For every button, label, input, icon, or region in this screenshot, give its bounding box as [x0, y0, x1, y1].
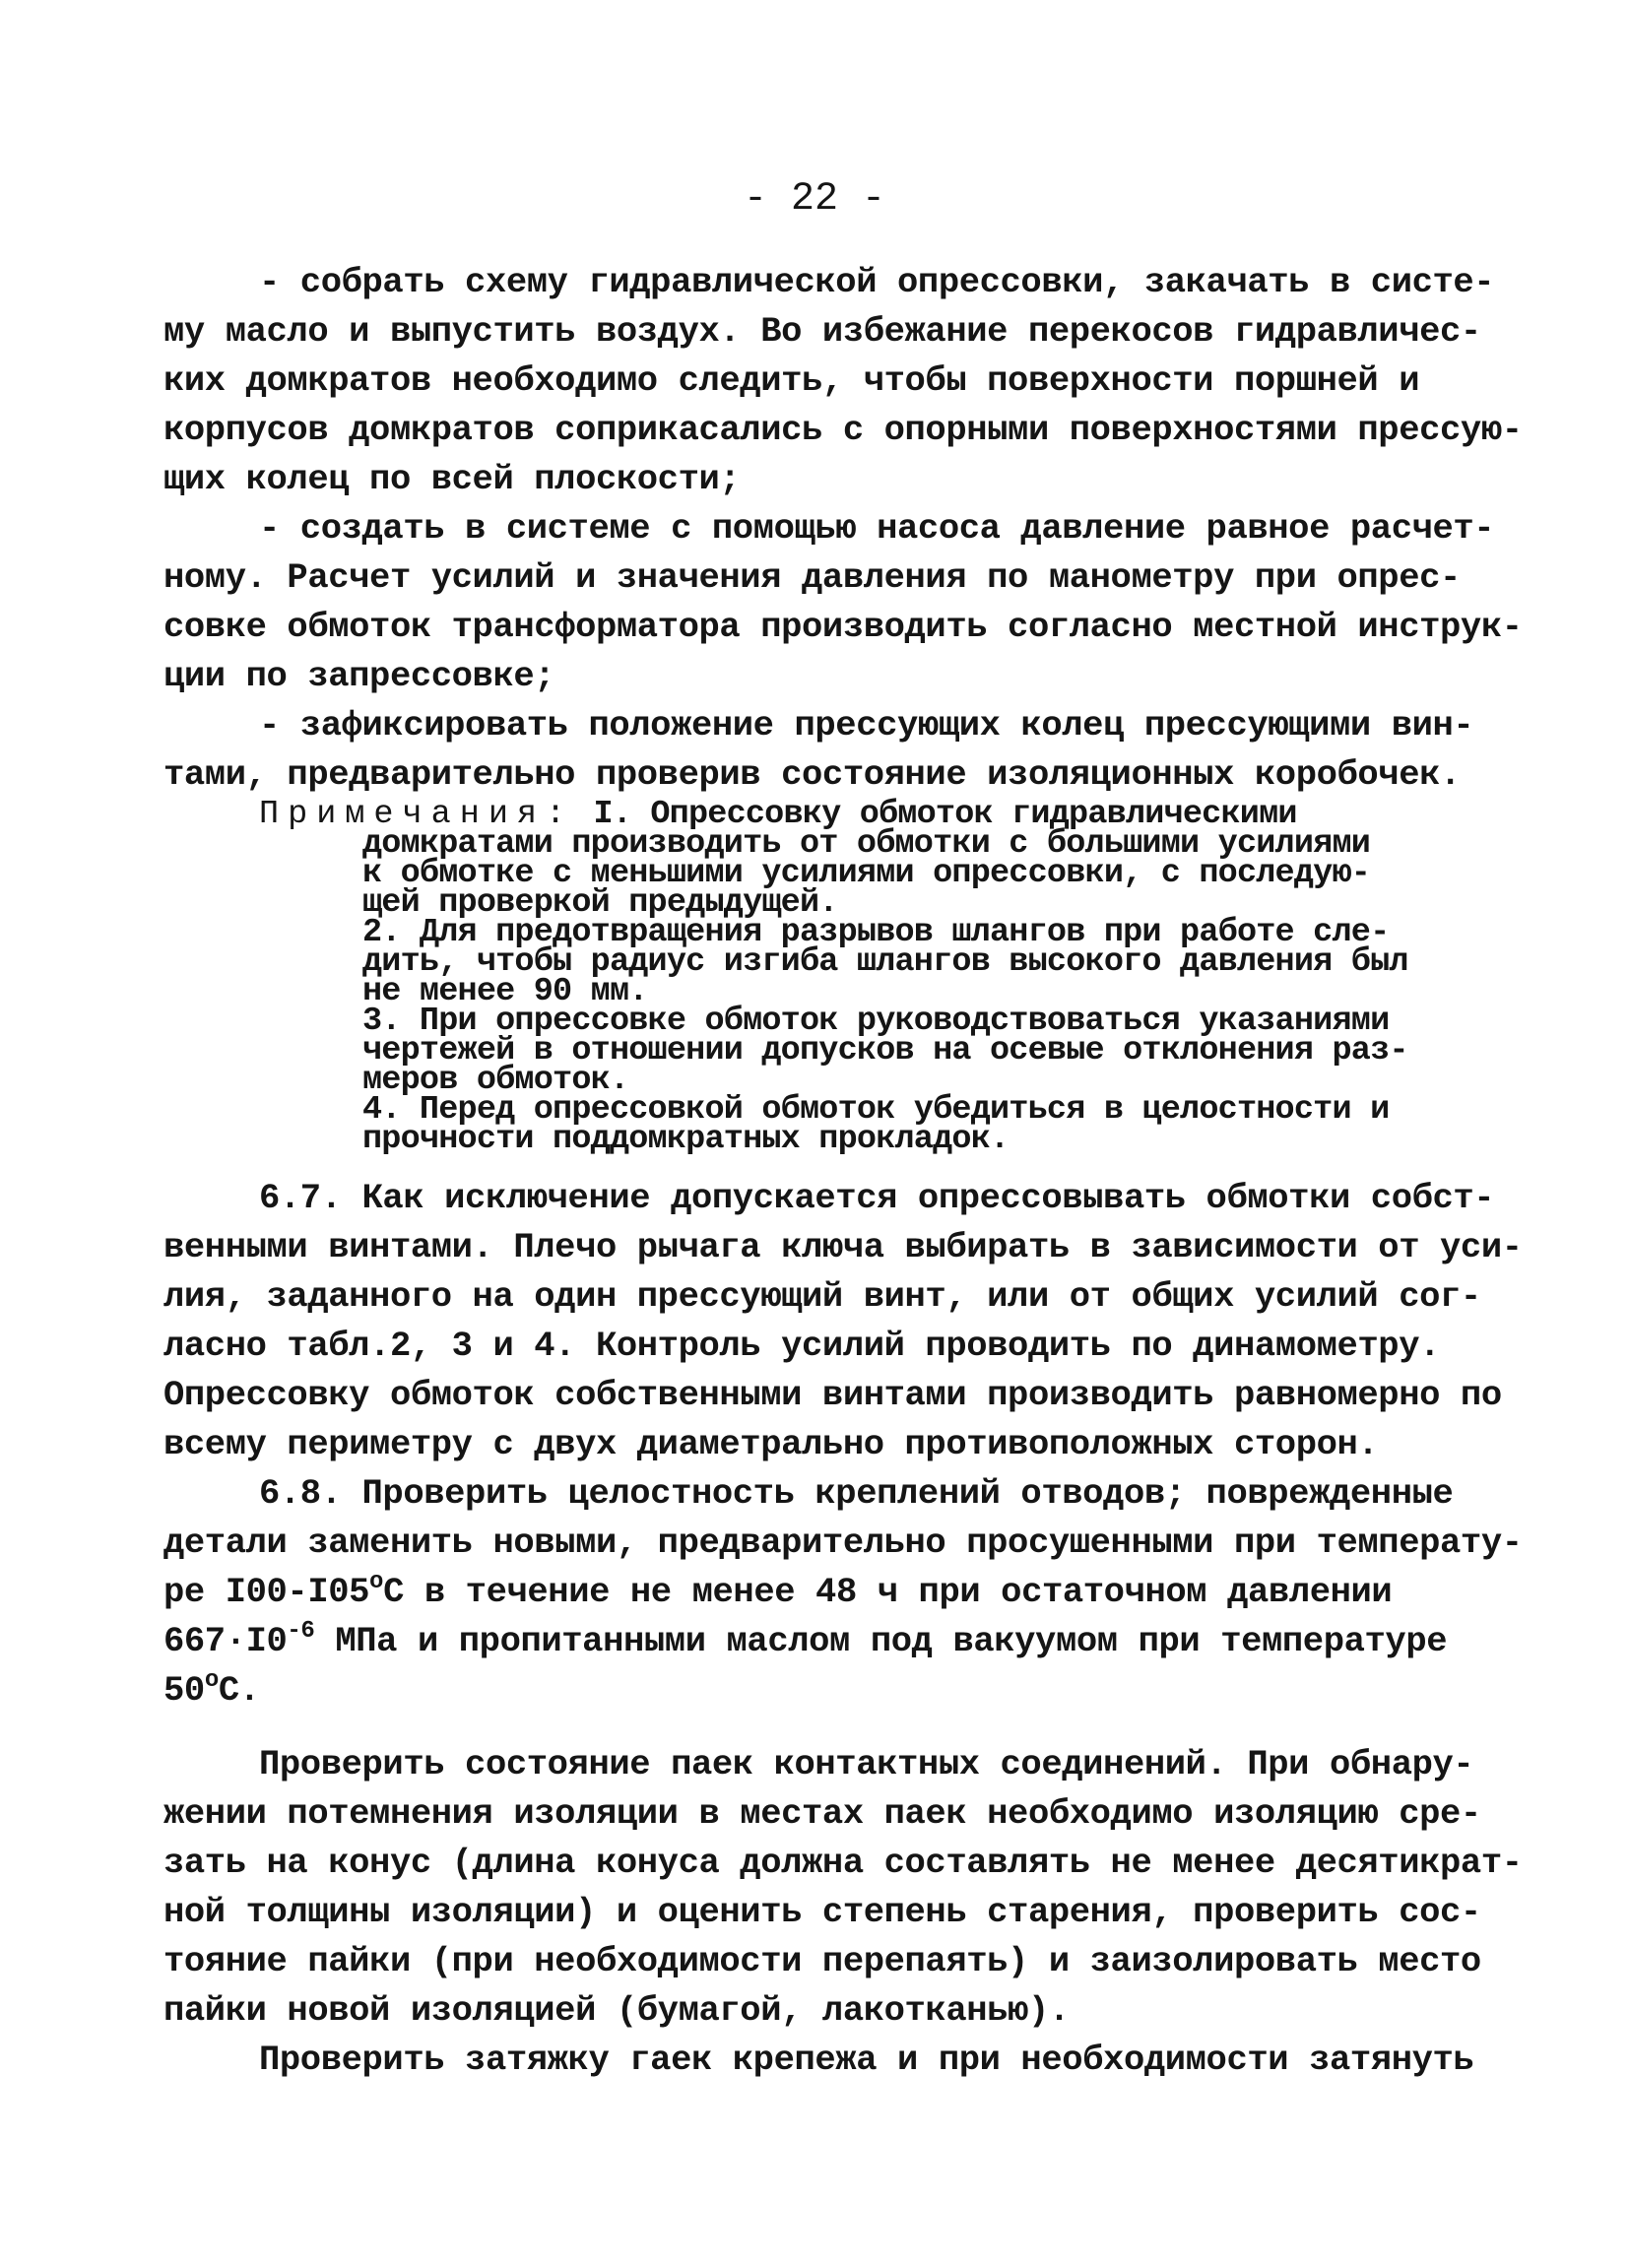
- note-line: чертежей в отношении допусков на осевые отклонения раз-: [362, 1032, 1408, 1069]
- note-line: меров обмоток.: [362, 1062, 629, 1099]
- text-line: Опрессовку обмоток собственными винтами производить равномерно по: [163, 1375, 1502, 1415]
- temperature-line: [163, 1568, 1392, 1617]
- text-fragment: 667·I0: [163, 1621, 288, 1661]
- text-line: му масло и выпустить воздух. Во избежание перекосов гидравличес-: [163, 311, 1481, 352]
- text-line: пайки новой изоляцией (бумагой, лакотканью).: [163, 1990, 1070, 2031]
- note-line: не менее 90 мм.: [362, 973, 648, 1010]
- text-line: ции по запрессовке;: [163, 656, 555, 696]
- exponent-sup: -6: [287, 1618, 315, 1645]
- temperature-line: [163, 1666, 260, 1716]
- text-line: - собрать схему гидравлической опрессовки, закачать в систе-: [259, 262, 1495, 302]
- text-line: ному. Расчет усилий и значения давления по манометру при опрес-: [163, 557, 1461, 598]
- text-line: всему периметру с двух диаметрально противоположных сторон.: [163, 1424, 1379, 1464]
- text-line: тами, предварительно проверив состояние изоляционных коробочек.: [163, 754, 1461, 795]
- text-fragment: С.: [218, 1670, 260, 1711]
- text-line: 6.8. Проверить целостность креплений отводов; поврежденные: [259, 1473, 1454, 1514]
- text-line: детали заменить новыми, предварительно просушенными при температу-: [163, 1523, 1523, 1563]
- text-fragment: МПа и пропитанными маслом под вакуумом при температуре: [314, 1621, 1448, 1661]
- text-line: щих колец по всей плоскости;: [163, 459, 741, 499]
- text-line: совке обмоток трансформатора производить согласно местной инструк-: [163, 607, 1523, 647]
- text-line: - зафиксировать положение прессующих колец прессующими вин-: [259, 705, 1474, 745]
- degree-sup: o: [204, 1667, 219, 1694]
- text-fragment: 50: [163, 1670, 205, 1711]
- text-line: тояние пайки (при необходимости перепаять) и заизолировать место: [163, 1941, 1481, 1981]
- note-line: щей проверкой предыдущей.: [362, 884, 838, 922]
- degree-sup: o: [369, 1569, 384, 1595]
- note-text: I. Опрессовку обмоток гидравлическими: [593, 796, 1297, 833]
- text-line: зать на конус (длина конуса должна составлять не менее десятикрат-: [163, 1843, 1523, 1883]
- note-line: домкратами производить от обмотки с большими усилиями: [362, 825, 1371, 863]
- note-line: 4. Перед опрессовкой обмоток убедиться в целостности и: [362, 1091, 1390, 1129]
- text-line: Проверить затяжку гаек крепежа и при необходимости затянуть: [259, 2040, 1474, 2080]
- text-fragment: ре I00-I05: [163, 1572, 370, 1612]
- notes-label: Примечания:: [259, 796, 575, 833]
- page-number: - 22 -: [743, 177, 886, 222]
- text-line: жении потемнения изоляции в местах паек необходимо изоляцию сре-: [163, 1793, 1481, 1834]
- text-fragment: С в течение не менее 48 ч при остаточном давлении: [383, 1572, 1393, 1612]
- note-line: прочности поддомкратных прокладок.: [362, 1121, 1010, 1158]
- note-line: 3. При опрессовке обмоток руководствоваться указаниями: [362, 1003, 1390, 1040]
- text-line: 6.7. Как исключение допускается опрессовывать обмотки собст-: [259, 1178, 1495, 1218]
- pressure-line: [163, 1617, 1447, 1666]
- text-line: Проверить состояние паек контактных соединений. При обнару-: [259, 1744, 1474, 1784]
- note-line: к обмотке с меньшими усилиями опрессовки, с последую-: [362, 855, 1371, 892]
- text-line: лия, заданного на один прессующий винт, или от общих усилий сог-: [163, 1276, 1481, 1317]
- text-line: ких домкратов необходимо следить, чтобы поверхности поршней и: [163, 360, 1420, 401]
- note-line: 2. Для предотвращения разрывов шлангов при работе сле-: [362, 914, 1390, 951]
- text-line: ной толщины изоляции) и оценить степень старения, проверить сос-: [163, 1892, 1481, 1932]
- text-line: - создать в системе с помощью насоса давление равное расчет-: [259, 508, 1495, 549]
- note-line: дить, чтобы радиус изгиба шлангов высокого давления был: [362, 943, 1408, 981]
- text-line: ласно табл.2, 3 и 4. Контроль усилий проводить по динамометру.: [163, 1326, 1441, 1366]
- text-line: корпусов домкратов соприкасались с опорными поверхностями прессую-: [163, 410, 1523, 450]
- text-line: венными винтами. Плечо рычага ключа выбирать в зависимости от уси-: [163, 1227, 1523, 1267]
